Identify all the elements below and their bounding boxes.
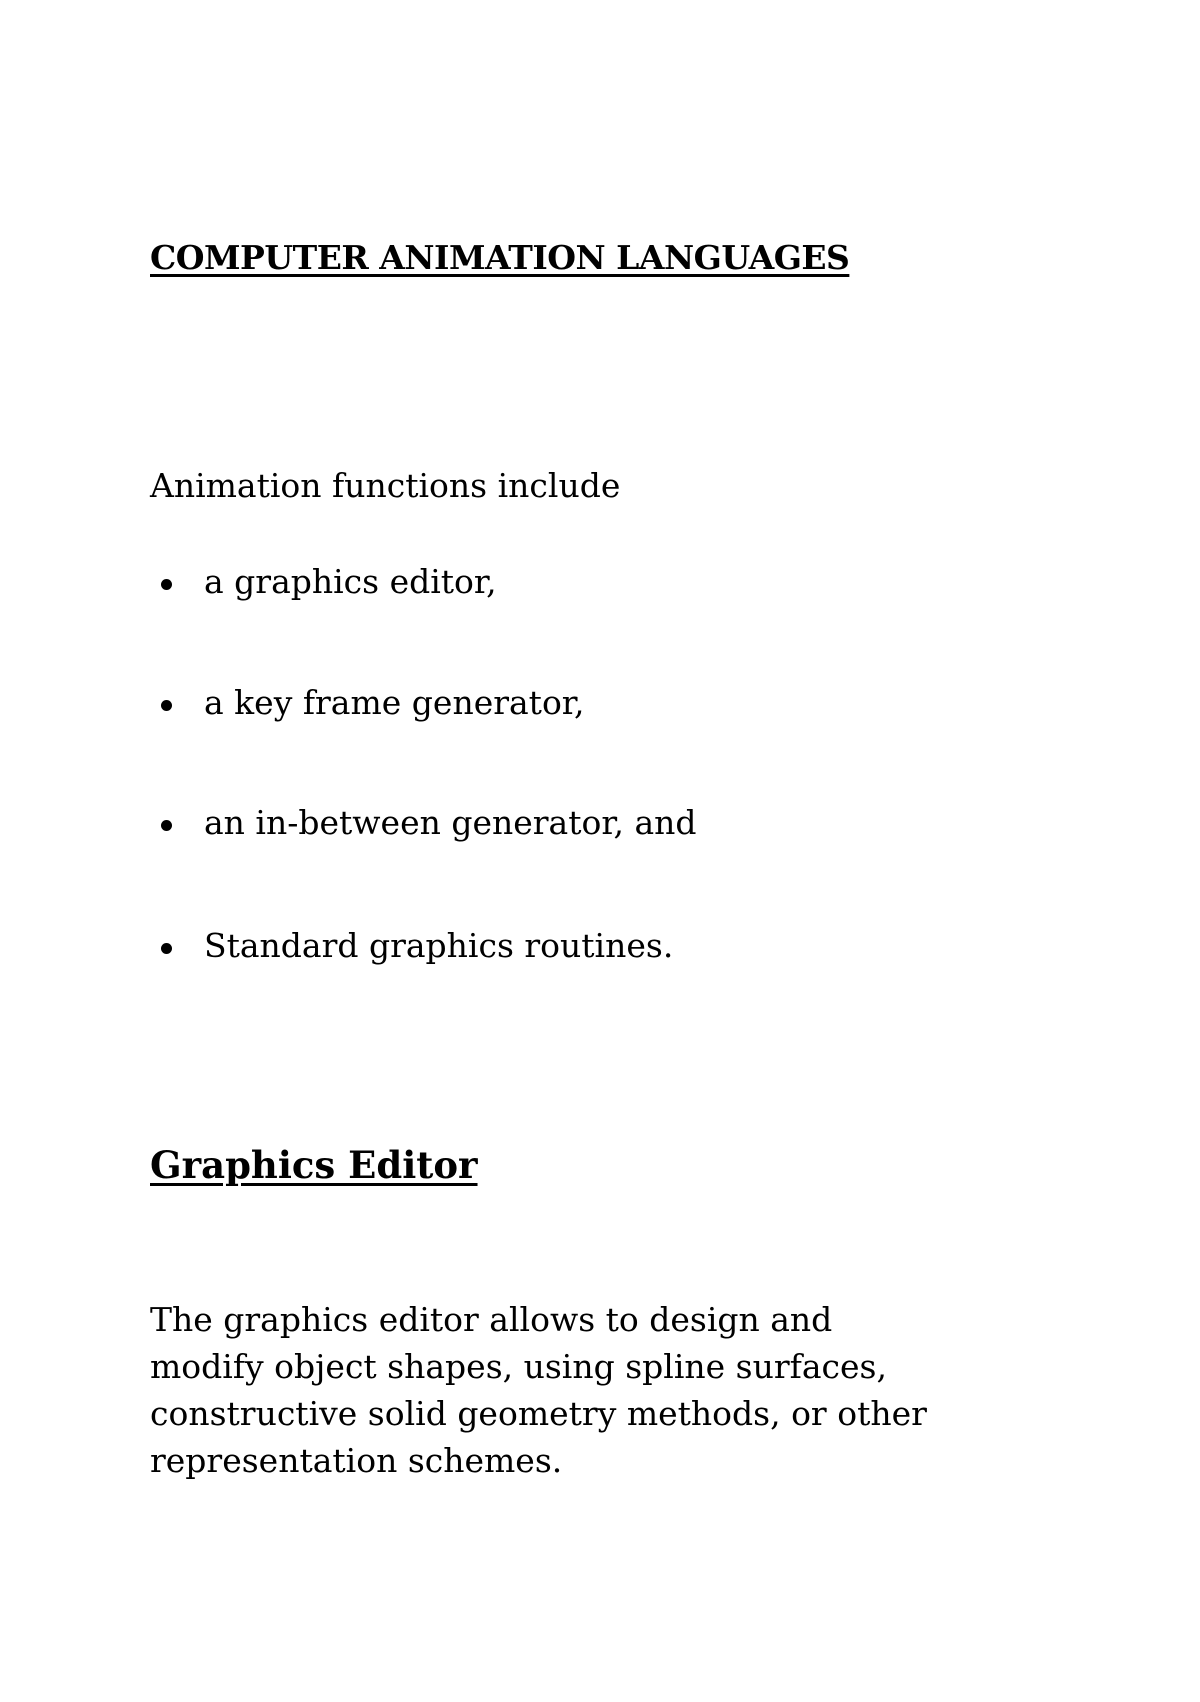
bullet-icon xyxy=(161,579,172,590)
section-heading: Graphics Editor xyxy=(150,1143,478,1187)
list-item-text: a graphics editor, xyxy=(204,562,497,601)
list-item-text: a key frame generator, xyxy=(204,683,585,722)
section-paragraph: The graphics editor allows to design and modify object shapes, using spline surfaces, constructive solid geometry methods, or other representation schemes. xyxy=(150,1300,927,1480)
document-title: COMPUTER ANIMATION LANGUAGES xyxy=(150,238,850,277)
bullet-icon xyxy=(161,700,172,711)
bullet-icon xyxy=(161,820,172,831)
list-item-text: Standard graphics routines. xyxy=(204,926,674,965)
intro-text: Animation functions include xyxy=(150,466,621,505)
list-item-text: an in-between generator, and xyxy=(204,803,697,842)
bullet-icon xyxy=(161,943,172,954)
